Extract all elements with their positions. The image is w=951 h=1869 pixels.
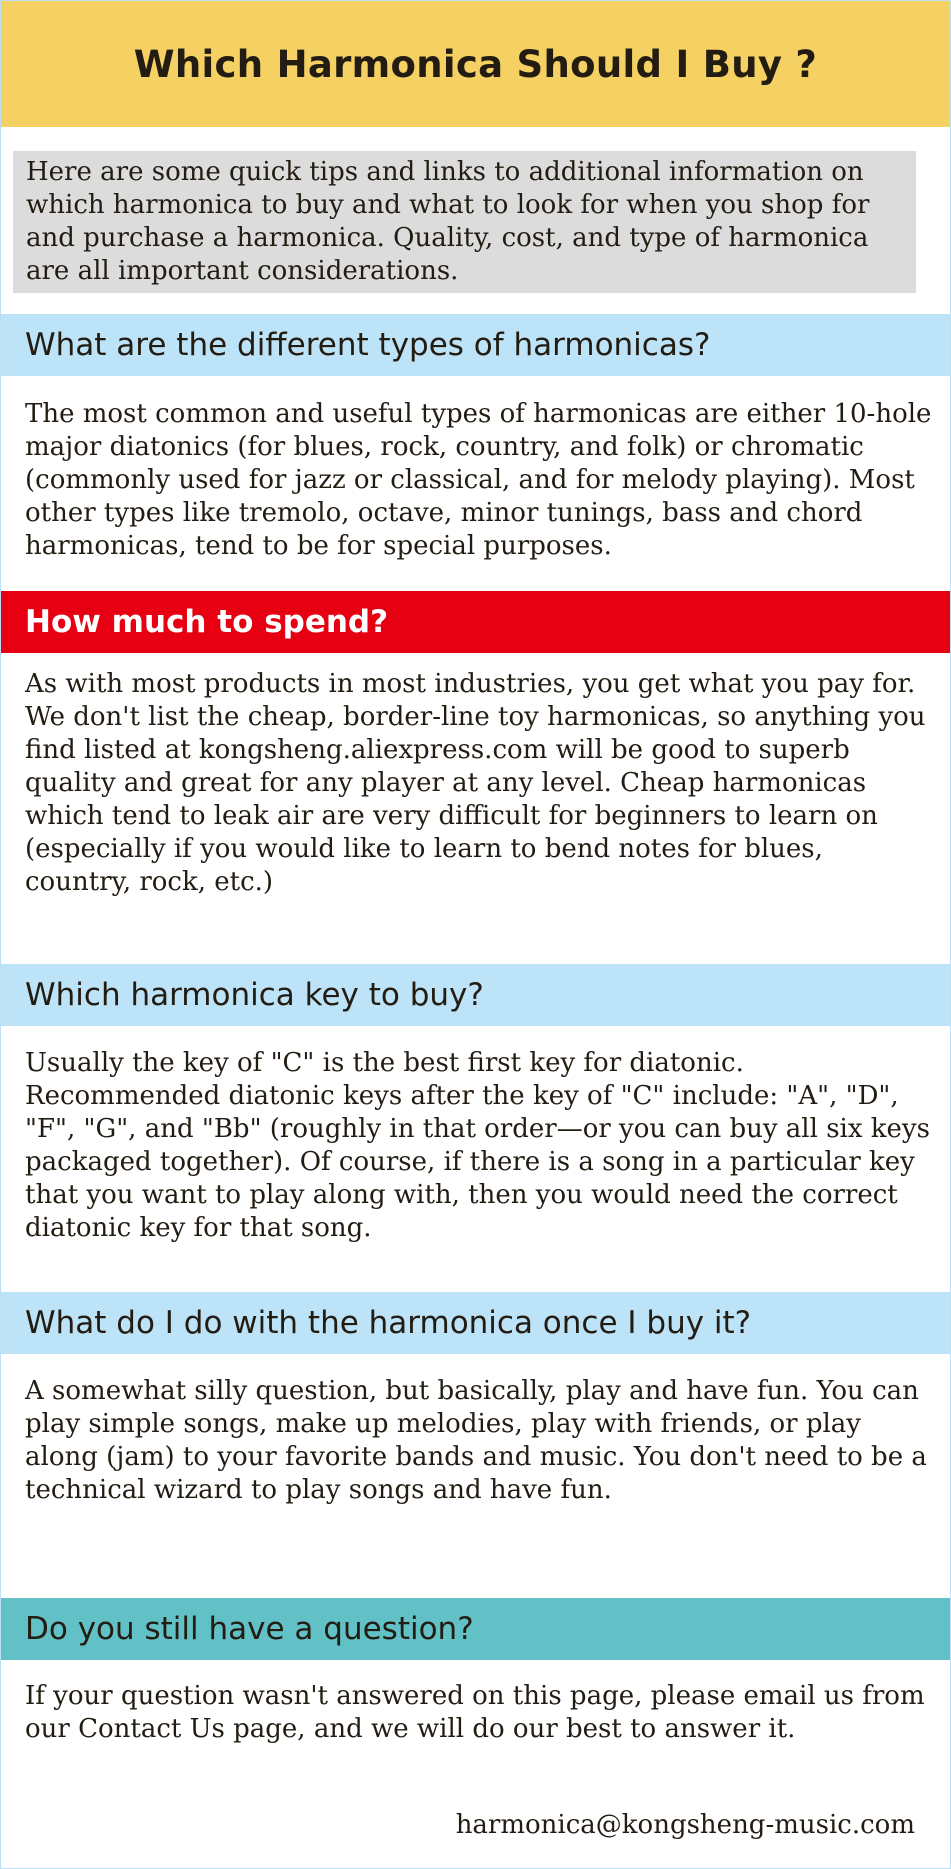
intro-box: [13, 151, 916, 293]
contact-email[interactable]: harmonica@kongsheng-music.com: [455, 1810, 915, 1840]
section-text: Usually the key of "C" is the best first key for diatonic. Recommended diatonic keys after the key of "C" include: "A", "D", "F", "G", and "Bb" (roughly in that order—or you can buy all six keys packaged together). Of course, if there is a song in a particular key that you want to play along with, then you would need the correct diatonic key for that song.: [25, 1048, 930, 1243]
section-heading-types: [1, 314, 950, 376]
section-text: As with most products in most industries, you get what you pay for. We don't list the cheap, border-line toy harmonicas, so anything you find listed at kongsheng.aliexpress.com will be good to superb quality and great for any player at any level. Cheap harmonicas which tend to leak air are very difficult for beginners to learn on (especially if you would like to learn to bend notes for blues, country, rock, etc.): [25, 669, 926, 897]
section-body-question: [25, 1680, 935, 1746]
section-title: What are the different types of harmonicas?: [25, 327, 711, 363]
section-title: What do I do with the harmonica once I buy it?: [25, 1305, 752, 1341]
section-title: Which harmonica key to buy?: [25, 977, 484, 1013]
title-banner: [1, 1, 950, 127]
section-body-spend: [25, 668, 935, 899]
section-text: The most common and useful types of harmonicas are either 10-hole major diatonics (for blues, rock, country, and folk) or chromatic (commonly used for jazz or classical, and for melody playing). Most other types like tremolo, octave, minor tunings, bass and chord harmonicas, tend to be for special purposes.: [25, 399, 932, 561]
section-heading-after-buy: [1, 1292, 950, 1354]
section-heading-key: [1, 964, 950, 1026]
section-body-after-buy: [25, 1375, 935, 1507]
page-title: Which Harmonica Should I Buy ?: [133, 42, 818, 86]
section-title: Do you still have a question?: [25, 1611, 474, 1647]
section-body-key: [25, 1047, 935, 1245]
section-heading-question: [1, 1598, 950, 1660]
intro-text: Here are some quick tips and links to additional information on which harmonica to buy and what to look for when you shop for and purchase a harmonica. Quality, cost, and type of harmonica are all important considerations.: [26, 157, 870, 286]
section-heading-spend: [1, 591, 950, 653]
section-title: How much to spend?: [25, 604, 389, 640]
section-text: A somewhat silly question, but basically, play and have fun. You can play simple songs, make up melodies, play with friends, or play along (jam) to your favorite bands and music. You don't need to be a technical wizard to play songs and have fun.: [25, 1376, 927, 1505]
section-text: If your question wasn't answered on this page, please email us from our Contact Us page, and we will do our best to answer it.: [25, 1681, 925, 1744]
section-body-types: [25, 398, 935, 563]
